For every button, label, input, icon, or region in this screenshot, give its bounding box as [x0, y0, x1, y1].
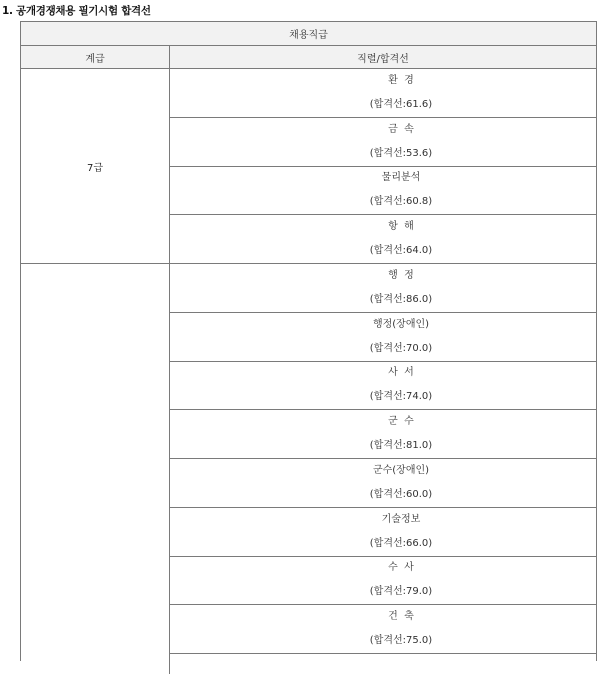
position-name: 환 경 — [388, 74, 414, 86]
table-row — [170, 313, 596, 362]
table-row — [170, 459, 596, 508]
position-name: 행 정 — [388, 269, 414, 281]
pass-mark: (합격선:66.0) — [369, 537, 433, 549]
position-name: 수 사 — [388, 562, 414, 574]
table-row — [170, 118, 596, 167]
pass-mark: (합격선:61.6) — [369, 98, 433, 110]
table-row — [170, 605, 596, 654]
header-position-pass-mark: 직렬/합격선 — [170, 46, 596, 69]
table-row — [170, 215, 596, 264]
pass-mark: (합격선:70.0) — [369, 342, 433, 354]
pass-mark: (합격선:74.0) — [369, 391, 433, 403]
table-row — [170, 557, 596, 606]
position-rows — [170, 69, 596, 654]
position-name: 항 해 — [388, 221, 414, 233]
pass-mark: (합격선:60.0) — [369, 488, 433, 500]
position-name: 기술정보 — [381, 513, 421, 525]
page-heading: 1. 공개경쟁채용 필기시험 합격선 — [2, 5, 151, 17]
pass-mark-table — [20, 21, 597, 661]
header-recruitment-grade: 채용직급 — [21, 22, 596, 46]
table-row — [170, 508, 596, 557]
pass-mark: (합격선:75.0) — [369, 635, 433, 647]
grade-cell-2 — [21, 264, 170, 674]
position-name: 금 속 — [388, 123, 414, 135]
pass-mark: (합격선:81.0) — [369, 440, 433, 452]
position-name: 사 서 — [388, 367, 414, 379]
pass-mark: (합격선:53.6) — [369, 147, 433, 159]
table-row — [170, 410, 596, 459]
grade-cell-7: 7급 — [21, 69, 170, 264]
position-name: 군 수 — [388, 416, 414, 428]
table-row — [170, 167, 596, 216]
pass-mark: (합격선:64.0) — [369, 245, 433, 257]
position-name: 물리분석 — [381, 172, 421, 184]
header-grade: 계급 — [21, 46, 170, 69]
pass-mark: (합격선:60.8) — [369, 196, 433, 208]
table-row — [170, 362, 596, 411]
position-name: 행정(장애인) — [372, 318, 430, 330]
table-row — [170, 264, 596, 313]
position-name: 건 축 — [388, 611, 414, 623]
pass-mark: (합격선:86.0) — [369, 293, 433, 305]
table-row — [170, 69, 596, 118]
pass-mark: (합격선:79.0) — [369, 586, 433, 598]
position-name: 군수(장애인) — [372, 464, 430, 476]
